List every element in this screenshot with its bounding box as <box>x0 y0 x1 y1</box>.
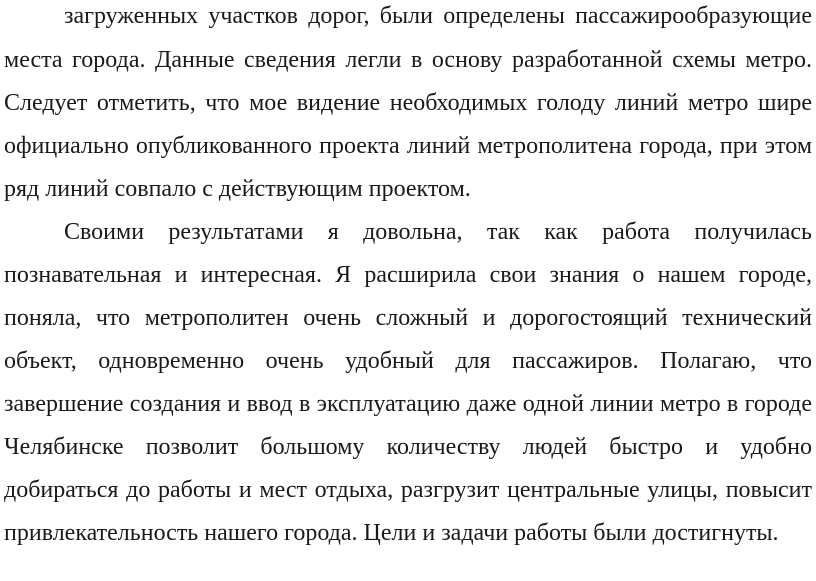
text-line: привлекательность нашего города. Цели и задачи работы были достигнуты. <box>4 520 779 546</box>
text-line: загруженных участков дорог, были определены пассажирообразующие <box>64 3 812 29</box>
text-line: Следует отметить, что мое видение необходимых голоду линий метро шире <box>4 90 812 116</box>
text-line: объект, одновременно очень удобный для пассажиров. Полагаю, что <box>4 348 812 374</box>
text-line: познавательная и интересная. Я расширила свои знания о нашем городе, <box>4 262 812 288</box>
text-line: официально опубликованного проекта линий метрополитена города, при этом <box>4 133 812 159</box>
text-line: завершение создания и ввод в эксплуатацию даже одной линии метро в городе <box>4 391 812 417</box>
text-line: ряд линий совпало с действующим проектом. <box>4 176 471 202</box>
text-line: Своими результатами я довольна, так как работа получилась <box>64 219 812 245</box>
text-line: добираться до работы и мест отдыха, разгрузит центральные улицы, повысит <box>4 477 812 503</box>
text-line: Челябинске позволит большому количеству людей быстро и удобно <box>4 434 812 460</box>
text-line: поняла, что метрополитен очень сложный и дорогостоящий технический <box>4 305 812 331</box>
text-line: места города. Данные сведения легли в основу разработанной схемы метро. <box>4 47 812 73</box>
